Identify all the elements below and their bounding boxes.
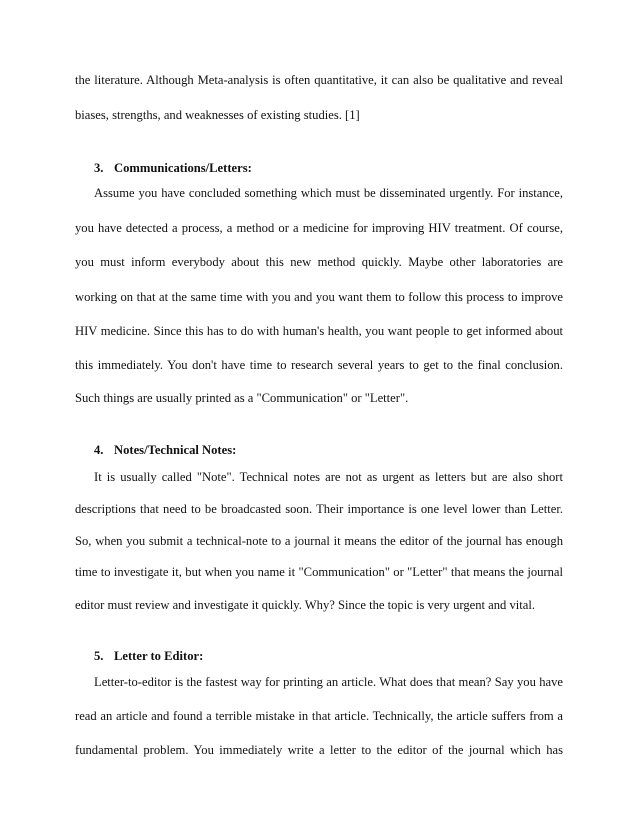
section-3-line-7: Such things are usually printed as a "Communication" or "Letter".: [75, 391, 409, 405]
section-4-heading: [94, 441, 236, 459]
section-4-line-1: It is usually called "Note". Technical notes are not as urgent as letters but are also short: [94, 470, 563, 484]
section-3-line-3: you must inform everybody about this new method quickly. Maybe other laboratories are: [75, 255, 563, 269]
section-4-line-4: time to investigate it, but when you name it "Communication" or "Letter" that means the journal: [75, 565, 563, 579]
section-3-line-5: HIV medicine. Since this has to do with human's health, you want people to get informed about: [75, 324, 563, 338]
section-3-line-4: working on that at the same time with you and you want them to follow this process to improve: [75, 290, 563, 304]
section-5-number: 5.: [94, 649, 104, 663]
section-5-line-2: read an article and found a terrible mistake in that article. Technically, the article suffers from a: [75, 709, 563, 723]
section-5-title: Letter to Editor:: [114, 649, 204, 663]
section-5-line-3: fundamental problem. You immediately write a letter to the editor of the journal which has: [75, 743, 563, 757]
section-5-line-1: Letter-to-editor is the fastest way for printing an article. What does that mean? Say you have: [94, 675, 563, 689]
section-3-number: 3.: [94, 161, 104, 175]
section-3-line-1: Assume you have concluded something which must be disseminated urgently. For instance,: [94, 186, 563, 200]
intro-line-1: the literature. Although Meta-analysis is often quantitative, it can also be qualitative and reveal: [75, 73, 563, 87]
section-4-title: Notes/Technical Notes:: [114, 443, 237, 457]
section-3-heading: [94, 159, 252, 177]
intro-line-2: biases, strengths, and weaknesses of existing studies. [1]: [75, 108, 360, 122]
section-4-line-3: So, when you submit a technical-note to a journal it means the editor of the journal has enough: [75, 534, 563, 548]
section-4-line-5: editor must review and investigate it quickly. Why? Since the topic is very urgent and vital.: [75, 598, 536, 612]
section-3-title: Communications/Letters:: [114, 161, 252, 175]
section-4-line-2: descriptions that need to be broadcasted soon. Their importance is one level lower than Letter.: [75, 502, 563, 516]
section-3-line-6: this immediately. You don't have time to research several years to get to the final conclusion.: [75, 358, 563, 372]
section-4-number: 4.: [94, 443, 104, 457]
section-3-line-2: you have detected a process, a method or a medicine for improving HIV treatment. Of course,: [75, 221, 563, 235]
section-5-heading: [94, 647, 203, 665]
